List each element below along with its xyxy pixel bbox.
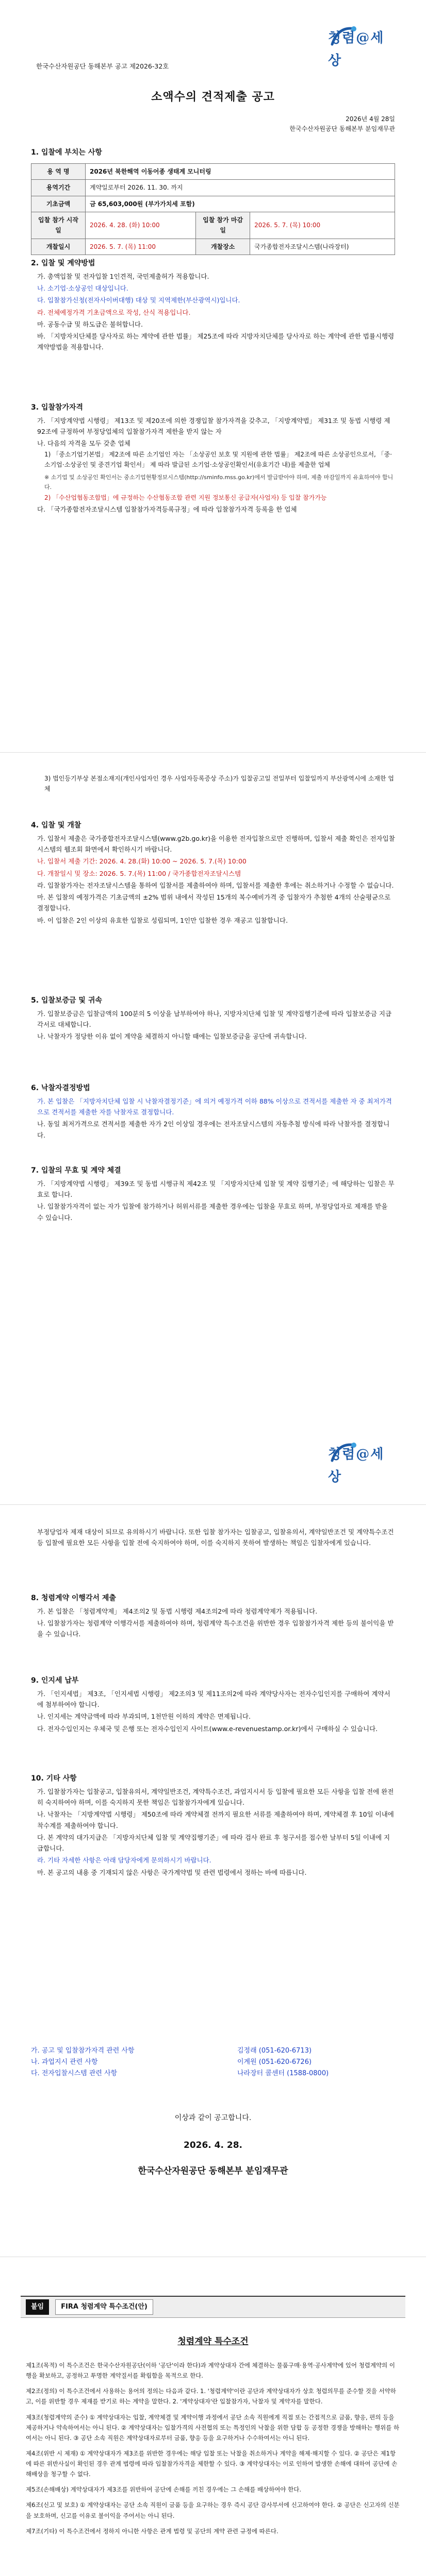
list-item: 나. 입찰참가자는 청렴계약 이행각서를 제출하여야 하며, 청렴계약 특수조건을 위반한 경우 입찰참가자격 제한 등의 불이익을 받을 수 있습니다. bbox=[37, 1619, 394, 1638]
table-row bbox=[31, 180, 395, 196]
section-heading: 5. 입찰보증금 및 귀속 bbox=[31, 996, 102, 1005]
list-item: 바. 「지방자치단체를 당사자로 하는 계약에 관한 법률」 제25조에 따라 지방자치단체를 당사자로 하는 계약에 관한 법률시행령 계약방법을 적용합니다. bbox=[37, 332, 395, 351]
list-item: 가. 「지방계약법 시행령」 제39조 및 동법 시행규칙 제42조 및 「지방자치단체 입찰 및 계약 집행기준」에 해당하는 입찰은 무효로 합니다. bbox=[37, 1179, 395, 1199]
logo-text: 청렴@세상 bbox=[328, 1447, 385, 1485]
list-item: 마. 공동수급 및 하도급은 불허합니다. bbox=[37, 320, 143, 328]
list-item: 다. 입찰참가신청(전자사이버대행) 대상 및 지역제한(부산광역시)입니다. bbox=[37, 296, 240, 304]
footnote: ※ 소기업 및 소상공인 확인서는 중소기업현황정보시스템(http://sminfo.mss.go.kr)에서 발급받아야 하며, 제출 마감일까지 유효하여야 합니다. bbox=[44, 474, 394, 491]
section-heading: 1. 입찰에 부치는 사항 bbox=[31, 148, 102, 157]
list-item: 다. 「국가종합전자조달시스템 입찰참가자격등록규정」에 따라 입찰참가자격 등록을 한 업체 bbox=[37, 505, 297, 514]
contacts-block bbox=[0, 2009, 426, 2257]
contact-label: 나. 과업지시 관련 사항 bbox=[31, 2058, 98, 2066]
document-issuer: 한국수산자원공단 동해본부 분임재무관 bbox=[289, 125, 395, 133]
contact-row bbox=[31, 2045, 329, 2057]
tender-summary-table bbox=[31, 163, 395, 255]
logo-text: 청렴@세상 bbox=[328, 30, 385, 69]
list-item: 나. 동일 최저가격으로 견적서를 제출한 자가 2인 이상일 경우에는 전자조달시스템의 자동추첨 방식에 따라 낙찰자를 결정합니다. bbox=[37, 1120, 390, 1139]
contact-label: 다. 전자입찰시스템 관련 사항 bbox=[31, 2070, 118, 2078]
row-label: 개찰장소 bbox=[196, 239, 250, 255]
list-item: 다. 개찰일시 및 장소: 2026. 5. 7.(목) 11:00 / 국가종합전자조달시스템 bbox=[37, 869, 241, 877]
terms-article: 제5조(손해배상) 계약상대자가 제3조를 위반하여 공단에 손해를 끼친 경우에는 그 손해를 배상하여야 한다. bbox=[26, 2486, 302, 2494]
section-heading: 10. 기타 사항 bbox=[31, 1774, 77, 1783]
section-heading: 3. 입찰참가자격 bbox=[31, 403, 84, 412]
contact-value: 나라장터 콜센터 (1588-0800) bbox=[237, 2070, 329, 2078]
section-10 bbox=[31, 1773, 395, 1878]
section-heading: 7. 입찰의 무효 및 계약 체결 bbox=[31, 1166, 121, 1175]
terms-article: 제4조(위반 시 제재) ① 계약상대자가 제3조를 위반한 경우에는 해당 입찰 또는 낙찰을 취소하거나 계약을 해제·해지할 수 있다. ② 공단은 제1항에 따른 위반사실이 확인된 경우 관계 법령에 따라 입찰참가자격을 제한할 수 있다. ③ 계약상대자는 이로 인하여 발생한 손해에 대하여 공단에 손해배상을 청구할 수 없다. bbox=[26, 2449, 398, 2478]
list-item: 다. 본 계약의 대가지급은 「지방자치단체 입찰 및 계약집행기준」에 따라 검사 완료 후 청구서를 접수한 날부터 5일 이내에 지급합니다. bbox=[37, 1833, 390, 1853]
list-item: 바. 이 입찰은 2인 이상의 유효한 입찰로 성립되며, 1인만 입찰한 경우 재공고 입찰합니다. bbox=[37, 916, 288, 924]
document-number: 한국수산자원공단 동해본부 공고 제2026-32호 bbox=[36, 62, 169, 70]
terms-article: 제6조(신고 및 보호) ① 계약상대자는 공단 소속 직원이 금품 등을 요구하는 경우 즉시 공단 감사부서에 신고하여야 한다. ② 공단은 신고자의 신분을 보호하며, 신고를 이유로 불이익을 주어서는 아니 된다. bbox=[26, 2501, 400, 2519]
list-item: 라. 기타 자세한 사항은 아래 담당자에게 문의하시기 바랍니다. bbox=[37, 1856, 211, 1865]
contact-row bbox=[31, 2057, 329, 2068]
section-heading: 2. 입찰 및 계약방법 bbox=[31, 259, 95, 267]
section-heading: 4. 입찰 및 개찰 bbox=[31, 821, 81, 829]
list-item: 나. 입찰참가자격이 없는 자가 입찰에 참가하거나 허위서류를 제출한 경우에는 입찰을 무효로 하며, 부정당업자로 제재를 받을 수 있습니다. bbox=[37, 1202, 388, 1222]
table-row bbox=[31, 196, 395, 212]
bid-end-date: 2026. 5. 7. (목) 10:00 bbox=[250, 212, 395, 239]
section-7-continued bbox=[31, 1526, 395, 1549]
opening-datetime: 2026. 5. 7. (목) 11:00 bbox=[86, 239, 196, 255]
list-item: 가. 입찰보증금은 입찰금액의 100분의 5 이상을 납부하여야 하나, 지방자치단체 입찰 및 계약집행기준에 따라 입찰보증금 지급각서로 대체합니다. bbox=[37, 1009, 392, 1029]
list-item: 가. 본 입찰은 「지방자치단체 입찰 시 낙찰자결정기준」에 의거 예정가격 이하 88% 이상으로 견적서를 제출한 자 중 최저가격으로 견적서를 제출한 자를 낙찰자로 결정합니다. bbox=[37, 1097, 392, 1116]
list-item: 라. 전체예정가격 기초금액으로 작성, 산식 적용입니다. bbox=[37, 308, 191, 316]
base-price: 금 65,603,000원 (부가가치세 포함) bbox=[86, 196, 395, 212]
contact-row bbox=[31, 2068, 329, 2079]
terms-article: 제1조(목적) 이 특수조건은 한국수산자원공단(이하 '공단'이라 한다)과 계약상대자 간에 체결하는 물품구매·용역·공사계약에 있어 청렴계약의 이행을 확보하고, 공정하고 투명한 계약질서를 확립함을 목적으로 한다. bbox=[26, 2362, 395, 2380]
attachment-tag: 붙임 bbox=[26, 2299, 49, 2315]
closing-date: 2026. 4. 28. bbox=[183, 2140, 242, 2150]
table-row bbox=[31, 212, 395, 239]
table-row bbox=[31, 163, 395, 179]
contact-label: 가. 공고 및 입찰참가자격 관련 사항 bbox=[31, 2047, 135, 2055]
section-3-continued bbox=[31, 773, 395, 794]
list-item: 나. 낙찰자는 「지방계약법 시행령」 제50조에 따라 계약체결 전까지 필요한 서류를 제출하여야 하며, 계약체결 후 10일 이내에 착수계를 제출하여야 합니다. bbox=[37, 1810, 394, 1829]
list-item: 가. 입찰서 제출은 국가종합전자조달시스템(www.g2b.go.kr)을 이용한 전자입찰으로만 진행하며, 입찰서 제출 확인은 전자입찰시스템의 웹조회 화면에서 확인하시기 바랍니다. bbox=[37, 834, 395, 854]
contact-value: 김정래 (051-620-6713) bbox=[237, 2047, 312, 2055]
list-item: 마. 본 공고의 내용 중 기재되지 않은 사항은 국가계약법 및 관련 법령에서 정하는 바에 따릅니다. bbox=[37, 1868, 307, 1876]
brand-logo bbox=[328, 22, 395, 69]
list-item: 나. 입찰서 제출 기간: 2026. 4. 28.(화) 10:00 ~ 2026. 5. 7.(목) 10:00 bbox=[37, 857, 247, 866]
table-row bbox=[31, 239, 395, 255]
section-8 bbox=[31, 1592, 395, 1640]
document-title: 소액수의 견적제출 공고 bbox=[151, 91, 275, 104]
list-item: 부정당업자 제재 대상이 되므로 유의하시기 바랍니다. 또한 입찰 참가자는 입찰공고, 입찰유의서, 계약일반조건 및 계약특수조건 등 입찰에 필요한 모든 사항을 입찰 전에 숙지하여야 하며, 이를 숙지하지 못하여 발생하는 책임은 입찰자에게 있습니다. bbox=[37, 1528, 394, 1547]
list-item: 나. 인지세는 계약금액에 따라 부과되며, 1천만원 이하의 계약은 면제됩니다. bbox=[37, 1713, 251, 1721]
list-item: 마. 본 입찰의 예정가격은 기초금액의 ±2% 범위 내에서 작성된 15개의 복수예비가격 중 입찰자가 추첨한 4개의 산술평균으로 결정합니다. bbox=[37, 893, 391, 912]
attachment-header bbox=[21, 2296, 405, 2318]
attachment-title-box: FIRA 청렴계약 특수조건(안) bbox=[55, 2299, 153, 2315]
section-heading: 8. 청렴계약 이행각서 제출 bbox=[31, 1594, 116, 1602]
section-6 bbox=[31, 1082, 395, 1141]
row-label: 기초금액 bbox=[31, 196, 86, 212]
list-item: 나. 소기업·소상공인 대상입니다. bbox=[37, 284, 128, 293]
closing-text: 이상과 같이 공고합니다. bbox=[174, 2114, 252, 2122]
section-7 bbox=[31, 1165, 395, 1223]
row-label: 용 역 명 bbox=[31, 163, 86, 179]
row-label: 개찰일시 bbox=[31, 239, 86, 255]
section-1 bbox=[31, 147, 395, 255]
contact-list bbox=[31, 2045, 329, 2079]
section-heading: 6. 낙찰자결정방법 bbox=[31, 1084, 90, 1092]
section-5 bbox=[31, 995, 395, 1042]
section-3 bbox=[31, 402, 395, 515]
list-subitem: 2) 「수산업협동조합법」에 규정하는 수산협동조합 관련 지원 정보통신 공급자(사업자) 등 입찰 참가가능 bbox=[44, 494, 327, 501]
list-item: 나. 낙찰자가 정당한 이유 없이 계약을 체결하지 아니할 때에는 입찰보증금을 공단에 귀속합니다. bbox=[37, 1032, 307, 1041]
list-item: 다. 전자수입인지는 우체국 및 은행 또는 전자수입인지 사이트(www.e-revenuestamp.or.kr)에서 구매하실 수 있습니다. bbox=[37, 1724, 378, 1733]
section-9 bbox=[31, 1675, 395, 1734]
page-4 bbox=[0, 2257, 426, 2576]
contract-period: 계약일로부터 2026. 11. 30. 까지 bbox=[86, 180, 395, 196]
terms-body bbox=[26, 2360, 400, 2541]
list-item: 가. 총액입찰 및 전자입찰 1인견적, 국민제출허가 적용합니다. bbox=[37, 272, 209, 280]
list-item: 가. 본 입찰은 「청렴계약제」 제4조의2 및 동법 시행령 제4조의2에 따라 청렴계약제가 적용됩니다. bbox=[37, 1607, 318, 1615]
row-label: 입찰 참가 시작일 bbox=[31, 212, 86, 239]
list-subitem: 3) 법인등기부상 본점소재지(개인사업자인 경우 사업자등록증상 주소)가 입찰공고일 전일부터 입찰일까지 부산광역시에 소재한 업체 bbox=[44, 775, 395, 793]
page-1 bbox=[0, 0, 426, 752]
bid-start-date: 2026. 4. 28. (화) 10:00 bbox=[86, 212, 196, 239]
document-date-block bbox=[289, 114, 395, 134]
terms-article: 제2조(정의) 이 특수조건에서 사용하는 용어의 정의는 다음과 같다. 1. '청렴계약'이란 공단과 계약상대자가 상호 청렴의무를 준수할 것을 서약하고, 이를 위반할 경우 제재를 받기로 하는 계약을 말한다. 2. '계약상대자'란 입찰참가자, 낙찰자 및 계약자를 말한다. bbox=[26, 2387, 396, 2405]
section-heading: 9. 인지세 납부 bbox=[31, 1676, 79, 1685]
document-date: 2026년 4월 28일 bbox=[346, 115, 395, 123]
row-label: 입찰 참가 마감일 bbox=[196, 212, 250, 239]
terms-title: 청렴계약 특수조건 bbox=[177, 2336, 249, 2347]
list-item: 가. 입찰참가자는 입찰공고, 입찰유의서, 계약일반조건, 계약특수조건, 과업지시서 등 입찰에 필요한 모든 사항을 입찰 전에 완전히 숙지하여야 하며, 이를 숙지하지 못한 책임은 입찰참가자에게 있습니다. bbox=[37, 1787, 394, 1807]
section-2 bbox=[31, 258, 395, 353]
section-4 bbox=[31, 820, 395, 926]
page-2 bbox=[0, 752, 426, 1504]
project-name: 2026년 북한해역 이동어종 생태계 모니터링 bbox=[86, 163, 395, 179]
list-subitem: 1) 「중소기업기본법」 제2조에 따른 소기업인 자는 「소상공인 보호 및 지원에 관한 법률」 제2조에 따른 소상공인으로서, 「중·소기업·소상공인 및 중견기업 확인서」 제 따라 발급된 소기업·소상공인확인서(유효기간 내)를 제출한 업체 bbox=[44, 450, 392, 468]
closing-issuer: 한국수산자원공단 동해본부 분임재무관 bbox=[138, 2166, 288, 2176]
opening-place: 국가종합전자조달시스템(나라장터) bbox=[250, 239, 395, 255]
list-item: 가. 「인지세법」 제3조, 「인지세법 시행령」 제2조의3 및 제11조의2에 따라 계약당사자는 전자수입인지를 구매하여 계약서에 첨부하여야 합니다. bbox=[37, 1689, 390, 1709]
terms-article: 제7조(기타) 이 특수조건에서 정하지 아니한 사항은 관계 법령 및 공단의 계약 관련 규정에 따른다. bbox=[26, 2527, 278, 2535]
list-item: 라. 입찰참가자는 전자조달시스템을 통하여 입찰서를 제출하여야 하며, 입찰서를 제출한 후에는 취소하거나 수정할 수 없습니다. bbox=[37, 881, 394, 889]
row-label: 용역기간 bbox=[31, 180, 86, 196]
contact-value: 이계원 (051-620-6726) bbox=[237, 2058, 312, 2066]
list-item: 가. 「지방계약법 시행령」 제13조 및 제20조에 의한 경쟁입찰 참가자격을 갖추고, 「지방계약법」 제31조 및 동법 시행령 제92조에 규정하여 부정당업체의 입찰참가자격 제한을 받지 않는 자 bbox=[37, 416, 390, 436]
terms-article: 제3조(청렴계약의 준수) ① 계약상대자는 입찰, 계약체결 및 계약이행 과정에서 공단 소속 직원에게 직접 또는 간접적으로 금품, 향응, 편의 등을 제공하거나 약속하여서는 아니 된다. ② 계약상대자는 입찰가격의 사전협의 또는 특정인의 낙찰을 위한 담합 등 공정한 경쟁을 방해하는 행위를 하여서는 아니 된다. ③ 공단 소속 직원은 계약상대자로부터 금품, 향응 등을 요구하거나 수수하여서는 아니 된다. bbox=[26, 2413, 400, 2442]
brand-logo bbox=[328, 1438, 395, 1485]
list-item: 나. 다음의 자격을 모두 갖춘 업체 bbox=[37, 439, 130, 448]
